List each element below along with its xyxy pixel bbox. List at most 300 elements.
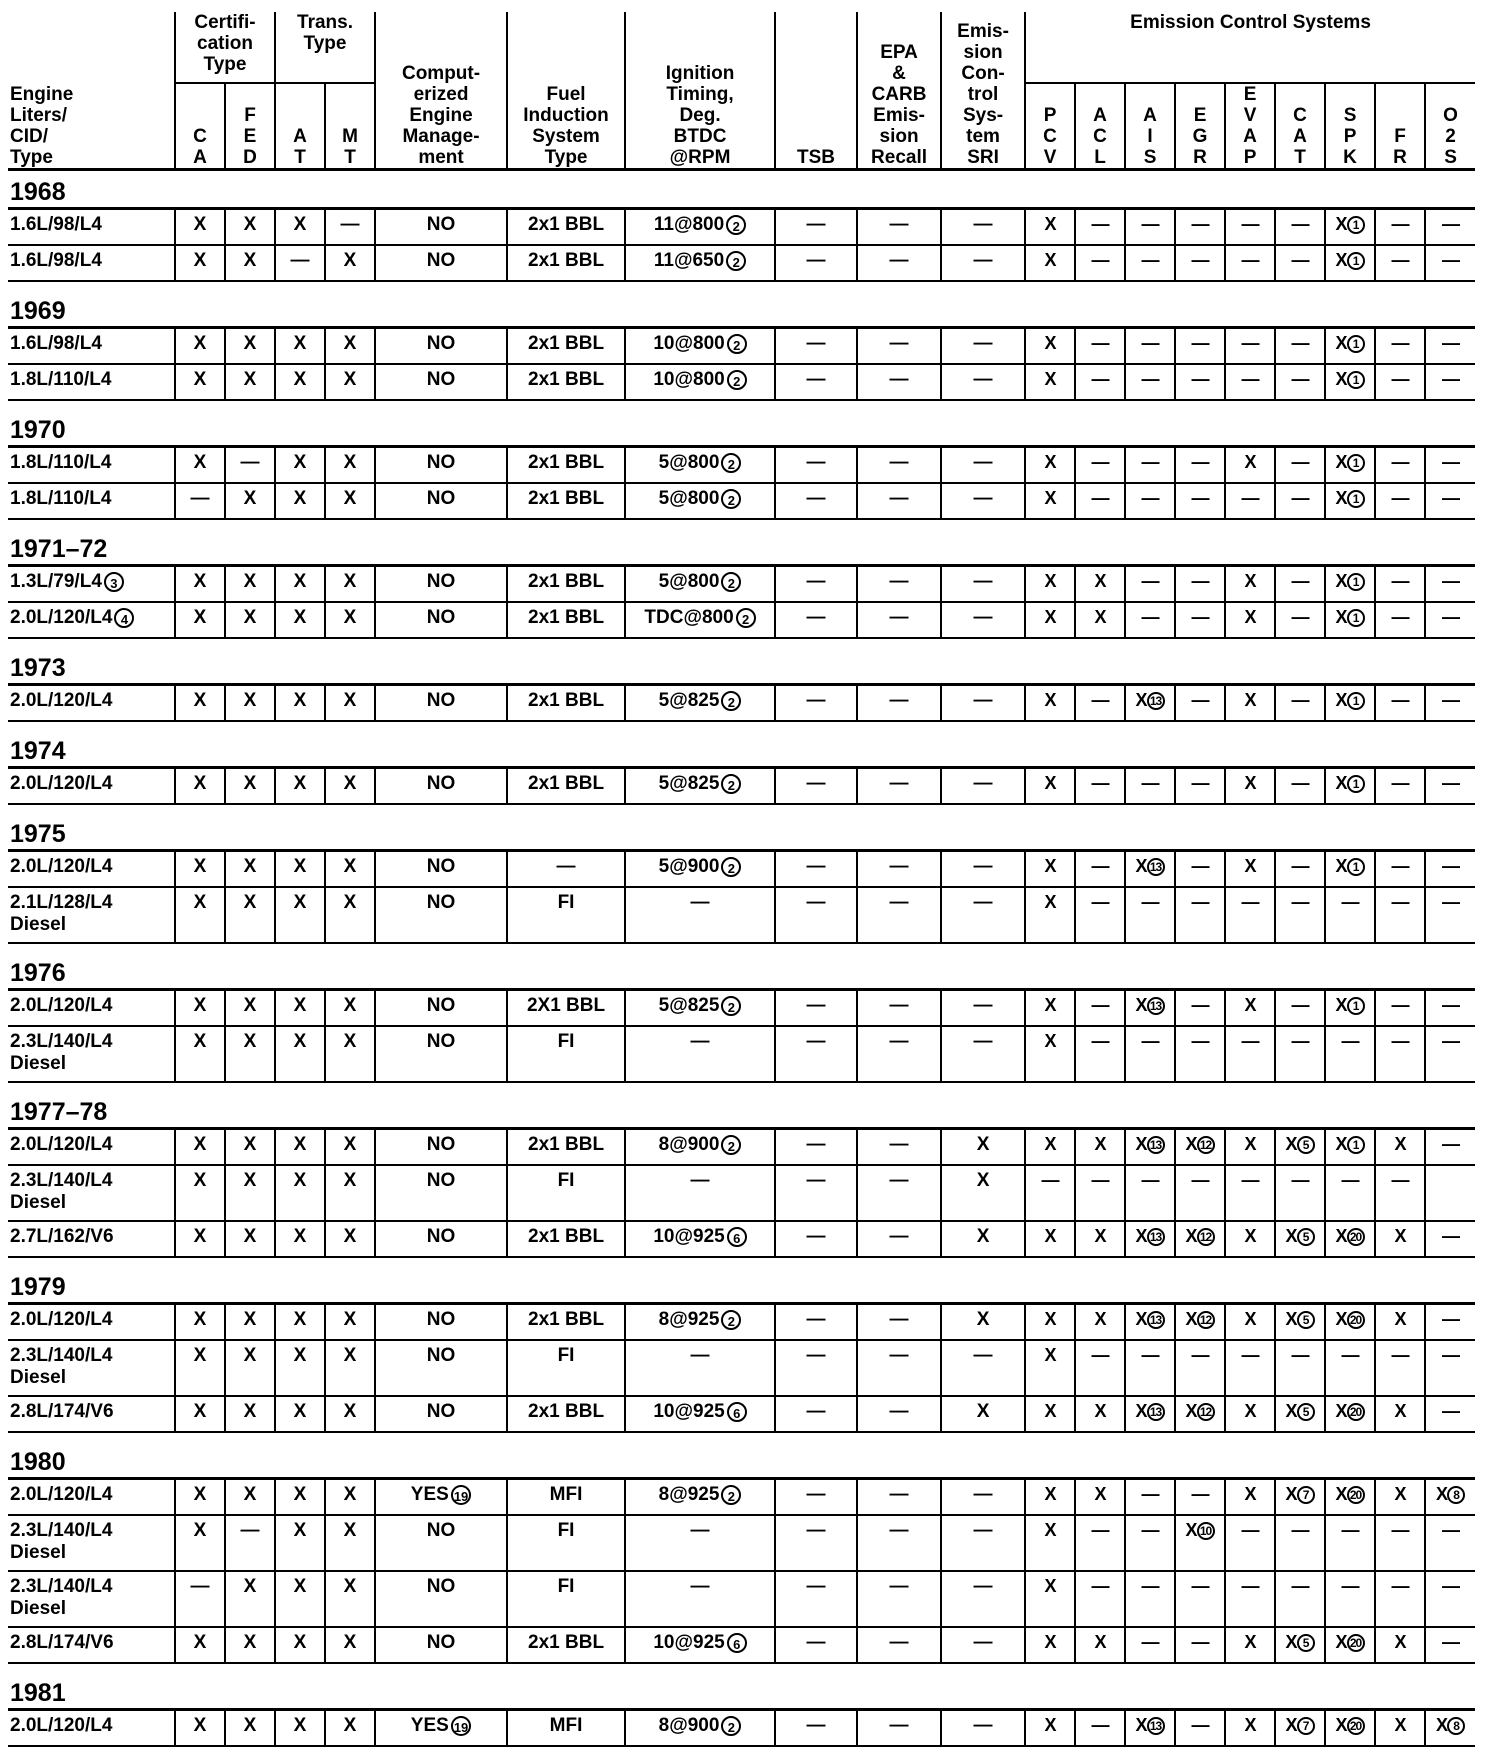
cell-value: X — [243, 1226, 257, 1247]
cell-value: — — [889, 1031, 909, 1052]
cell-value: X — [193, 1226, 207, 1247]
o2s-cell — [1425, 685, 1475, 722]
cell-value: — — [806, 856, 826, 877]
year-header-row — [8, 730, 1475, 768]
header-pcv: P C V — [1025, 83, 1075, 170]
computerized-cell — [375, 685, 507, 722]
evap-cell — [1225, 1479, 1275, 1516]
cell-value: — — [1391, 1520, 1409, 1540]
fr-cell — [1375, 1571, 1425, 1627]
epa-recall-cell — [857, 1129, 941, 1166]
cell-value: — — [1341, 1345, 1359, 1365]
table-body — [8, 170, 1475, 1747]
cell-value: — — [1391, 571, 1409, 591]
pcv-cell — [1025, 887, 1075, 943]
cert-fed-cell — [225, 245, 275, 281]
cell-value: — — [1241, 1520, 1259, 1540]
egr-cell — [1175, 1221, 1225, 1257]
cell-value: NO — [426, 488, 456, 509]
acl-cell — [1075, 1627, 1125, 1663]
cell-value: — — [240, 452, 260, 473]
ignition-timing-cell — [625, 1129, 775, 1166]
cell-value: — — [1391, 892, 1409, 912]
cert-fed-cell — [225, 990, 275, 1027]
cat-cell — [1275, 1221, 1325, 1257]
cell-value: X — [1044, 607, 1056, 627]
cert-fed-cell — [225, 328, 275, 365]
cert-ca-cell — [175, 328, 225, 365]
cell-value: X — [1335, 1226, 1347, 1246]
cell-value: X — [1335, 452, 1347, 472]
cell-value: X — [293, 892, 307, 913]
ais-cell — [1125, 1627, 1175, 1663]
engine-spec-line: 2.3L/140/L4 — [10, 1170, 113, 1191]
pcv-cell — [1025, 328, 1075, 365]
trans-at-cell — [275, 1165, 325, 1221]
cell-value: — — [1291, 1170, 1309, 1190]
fuel-induction-cell — [507, 483, 625, 519]
cell-value: 8@900 — [658, 1134, 720, 1155]
spk-cell — [1325, 1479, 1375, 1516]
cert-fed-cell — [225, 1710, 275, 1747]
tsb-cell — [775, 245, 857, 281]
cell-value: X — [1185, 1226, 1197, 1246]
footnote-marker: 13 — [1147, 858, 1165, 876]
cell-value: — — [1091, 690, 1109, 710]
cell-value: — — [1191, 1170, 1209, 1190]
cell-value: — — [1291, 452, 1309, 472]
footnote-marker: 2 — [721, 691, 741, 711]
trans-at-cell — [275, 1340, 325, 1396]
o2s-cell — [1425, 1479, 1475, 1516]
cell-value: X — [293, 571, 307, 592]
ais-cell — [1125, 483, 1175, 519]
cell-value: 10@800 — [653, 369, 725, 390]
spk-cell — [1325, 1571, 1375, 1627]
engine-cell — [8, 851, 175, 888]
fr-cell — [1375, 566, 1425, 603]
cat-cell — [1275, 602, 1325, 638]
cell-value: X — [293, 1226, 307, 1247]
cell-value: — — [1191, 369, 1209, 389]
cert-ca-cell — [175, 1710, 225, 1747]
engine-spec-line: 2.0L/120/L4 — [10, 995, 113, 1016]
tsb-cell — [775, 1026, 857, 1082]
cell-value: — — [1141, 1520, 1159, 1540]
cell-value: — — [806, 250, 826, 271]
ecs-sri-cell — [941, 1396, 1025, 1432]
cell-value: X — [193, 856, 207, 877]
cell-value: X — [1094, 1134, 1106, 1154]
spacer-cell — [8, 1257, 1475, 1266]
computerized-cell — [375, 483, 507, 519]
engine-spec-line: 2.8L/174/V6 — [10, 1401, 114, 1422]
cat-cell — [1275, 566, 1325, 603]
cell-value: FI — [557, 1520, 575, 1541]
cell-value: NO — [426, 1134, 456, 1155]
cell-value: X — [1285, 1401, 1297, 1421]
table-row — [8, 990, 1475, 1027]
cert-fed-cell — [225, 1026, 275, 1082]
ecs-sri-cell — [941, 602, 1025, 638]
epa-recall-cell — [857, 851, 941, 888]
o2s-cell — [1425, 1340, 1475, 1396]
cell-value: — — [1442, 1576, 1460, 1596]
cell-value: — — [1041, 1170, 1059, 1190]
cat-cell — [1275, 1710, 1325, 1747]
evap-cell — [1225, 685, 1275, 722]
cell-value: — — [889, 856, 909, 877]
ecs-sri-cell — [941, 328, 1025, 365]
cell-value: — — [1442, 488, 1460, 508]
cell-value: X — [1394, 1632, 1406, 1652]
engine-spec-line: 2.0L/120/L4 — [10, 1484, 113, 1505]
cell-value: X — [1044, 856, 1056, 876]
cell-value: FI — [557, 1345, 575, 1366]
cell-value: — — [806, 333, 826, 354]
cell-value: X — [193, 250, 207, 271]
cell-value: — — [806, 488, 826, 509]
cell-value: X — [243, 333, 257, 354]
cell-value: NO — [426, 1401, 456, 1422]
fuel-induction-cell — [507, 328, 625, 365]
engine-spec-line: 2.0L/120/L4 — [10, 1134, 113, 1155]
ecs-sri-cell — [941, 1304, 1025, 1341]
cell-value: — — [889, 773, 909, 794]
cell-value: X — [1094, 1309, 1106, 1329]
tsb-cell — [775, 1221, 857, 1257]
cell-value: X — [243, 1484, 257, 1505]
cell-value: — — [1291, 250, 1309, 270]
engine-cell — [8, 364, 175, 400]
engine-cell — [8, 1479, 175, 1516]
cell-value: NO — [426, 1226, 456, 1247]
cell-value: X — [1335, 1134, 1347, 1154]
spacer-cell — [8, 943, 1475, 952]
computerized-cell — [375, 1221, 507, 1257]
ais-cell — [1125, 1479, 1175, 1516]
footnote-marker: 1 — [1347, 371, 1365, 389]
header-ecs-sri: Emis- sion Con- trol Sys- tem SRI — [941, 12, 1025, 170]
table-row — [8, 1627, 1475, 1663]
computerized-cell — [375, 209, 507, 246]
cell-value: NO — [426, 369, 456, 390]
footnote-marker: 13 — [1147, 1311, 1165, 1329]
acl-cell — [1075, 1221, 1125, 1257]
epa-recall-cell — [857, 1515, 941, 1571]
cell-value: — — [1442, 690, 1460, 710]
header-trans-mt: M T — [325, 83, 375, 170]
ignition-timing-cell — [625, 364, 775, 400]
fuel-induction-cell — [507, 990, 625, 1027]
cell-value: — — [1391, 333, 1409, 353]
ecs-sri-cell — [941, 990, 1025, 1027]
year-spacer — [8, 1432, 1475, 1441]
acl-cell — [1075, 566, 1125, 603]
o2s-cell — [1425, 1129, 1475, 1166]
cell-value: X — [976, 1134, 990, 1155]
cell-value: X — [343, 1226, 357, 1247]
cell-value: — — [1291, 333, 1309, 353]
cell-value: X — [1394, 1226, 1406, 1246]
cell-value: — — [1241, 1031, 1259, 1051]
cell-value: X — [243, 1170, 257, 1191]
cell-value: X — [243, 214, 257, 235]
cell-value: — — [1442, 856, 1460, 876]
cell-value: — — [1191, 1345, 1209, 1365]
cell-value: X — [343, 892, 357, 913]
cell-value: NO — [426, 1632, 456, 1653]
ais-cell — [1125, 1165, 1175, 1221]
cell-value: X — [1244, 995, 1256, 1015]
footnote-marker: 2 — [736, 608, 756, 628]
cat-cell — [1275, 768, 1325, 805]
emission-spec-table — [8, 12, 1475, 1747]
o2s-cell — [1425, 364, 1475, 400]
ais-cell — [1125, 1304, 1175, 1341]
cell-value: — — [889, 1715, 909, 1736]
cert-fed-cell — [225, 1129, 275, 1166]
cell-value: — — [1091, 369, 1109, 389]
footnote-marker: 5 — [1297, 1311, 1315, 1329]
cert-ca-cell — [175, 1396, 225, 1432]
tsb-cell — [775, 1710, 857, 1747]
footnote-marker: 12 — [1197, 1136, 1215, 1154]
ignition-timing-cell — [625, 328, 775, 365]
cell-value: — — [1141, 773, 1159, 793]
cell-value: X — [343, 1520, 357, 1541]
cert-fed-cell — [225, 1221, 275, 1257]
cell-value: X — [343, 1576, 357, 1597]
cell-value: X — [1335, 1715, 1347, 1735]
computerized-cell — [375, 364, 507, 400]
epa-recall-cell — [857, 1304, 941, 1341]
cert-ca-cell — [175, 447, 225, 484]
cell-value: X — [343, 607, 357, 628]
cell-value: X — [293, 1401, 307, 1422]
cert-ca-cell — [175, 887, 225, 943]
ignition-timing-cell — [625, 1165, 775, 1221]
model-year-label: 1981 — [8, 1672, 1475, 1710]
tsb-cell — [775, 364, 857, 400]
trans-mt-cell — [325, 1129, 375, 1166]
tsb-cell — [775, 1515, 857, 1571]
cell-value: — — [973, 690, 993, 711]
cell-value: X — [1135, 1226, 1147, 1246]
footnote-marker: 13 — [1147, 1717, 1165, 1735]
ais-cell — [1125, 887, 1175, 943]
cell-value: — — [973, 773, 993, 794]
footnote-marker: 12 — [1197, 1403, 1215, 1421]
cert-fed-cell — [225, 1304, 275, 1341]
cell-value: X — [1185, 1520, 1197, 1540]
engine-spec-line: 2.3L/140/L4 — [10, 1520, 113, 1541]
pcv-cell — [1025, 851, 1075, 888]
cell-value: X — [1135, 690, 1147, 710]
cert-fed-cell — [225, 1515, 275, 1571]
o2s-cell — [1425, 1515, 1475, 1571]
pcv-cell — [1025, 1479, 1075, 1516]
cell-value: X — [1335, 690, 1347, 710]
cell-value: NO — [426, 1576, 456, 1597]
table-row — [8, 1396, 1475, 1432]
epa-recall-cell — [857, 1479, 941, 1516]
cell-value: FI — [557, 1031, 575, 1052]
year-header-row — [8, 290, 1475, 328]
year-spacer — [8, 1082, 1475, 1091]
footnote-marker: 2 — [726, 251, 746, 271]
cell-value: — — [1241, 892, 1259, 912]
tsb-cell — [775, 447, 857, 484]
cell-value: X — [1094, 607, 1106, 627]
cell-value: X — [193, 892, 207, 913]
cell-value: — — [1291, 369, 1309, 389]
epa-recall-cell — [857, 685, 941, 722]
egr-cell — [1175, 328, 1225, 365]
tsb-cell — [775, 483, 857, 519]
cell-value: — — [240, 1520, 260, 1541]
trans-at-cell — [275, 1710, 325, 1747]
engine-spec-line: 2.0L/120/L4 — [10, 1309, 113, 1330]
cell-value: — — [1341, 1520, 1359, 1540]
cert-fed-cell — [225, 851, 275, 888]
o2s-cell — [1425, 1396, 1475, 1432]
tsb-cell — [775, 1479, 857, 1516]
year-spacer — [8, 400, 1475, 409]
trans-at-cell — [275, 1515, 325, 1571]
trans-mt-cell — [325, 1479, 375, 1516]
cell-value: X — [343, 1031, 357, 1052]
cell-value: 2x1 BBL — [528, 488, 605, 509]
trans-mt-cell — [325, 990, 375, 1027]
spk-cell — [1325, 602, 1375, 638]
trans-at-cell — [275, 447, 325, 484]
fr-cell — [1375, 245, 1425, 281]
cell-value: X — [1044, 1134, 1056, 1154]
o2s-cell — [1425, 990, 1475, 1027]
header-engine: Engine Liters/ CID/ Type — [8, 12, 175, 170]
cert-ca-cell — [175, 1515, 225, 1571]
cell-value: X — [1044, 1309, 1056, 1329]
epa-recall-cell — [857, 1710, 941, 1747]
trans-at-cell — [275, 483, 325, 519]
pcv-cell — [1025, 483, 1075, 519]
year-header-row — [8, 647, 1475, 685]
spk-cell — [1325, 447, 1375, 484]
cell-value: — — [1341, 1031, 1359, 1051]
fr-cell — [1375, 768, 1425, 805]
cell-value: MFI — [549, 1484, 583, 1505]
cell-value: — — [1291, 995, 1309, 1015]
cell-value: — — [1191, 452, 1209, 472]
cell-value: — — [1391, 214, 1409, 234]
cat-cell — [1275, 1165, 1325, 1221]
engine-cell — [8, 566, 175, 603]
cell-value: — — [889, 571, 909, 592]
egr-cell — [1175, 1026, 1225, 1082]
ignition-timing-cell — [625, 245, 775, 281]
footnote-marker: 2 — [721, 774, 741, 794]
footnote-marker: 1 — [1347, 775, 1365, 793]
cell-value: — — [1141, 214, 1159, 234]
acl-cell — [1075, 1515, 1125, 1571]
cell-value: X — [193, 607, 207, 628]
cell-value: — — [889, 369, 909, 390]
ecs-sri-cell — [941, 447, 1025, 484]
cell-value: X — [293, 214, 307, 235]
engine-cell — [8, 1304, 175, 1341]
cell-value: X — [293, 1484, 307, 1505]
table-row — [8, 1710, 1475, 1747]
computerized-cell — [375, 1515, 507, 1571]
ais-cell — [1125, 768, 1175, 805]
cell-value: X — [1335, 488, 1347, 508]
cell-value: — — [1141, 1484, 1159, 1504]
header-ais: A I S — [1125, 83, 1175, 170]
cell-value: — — [1391, 1345, 1409, 1365]
cell-value: X — [293, 1715, 307, 1736]
cell-value: — — [690, 1576, 710, 1597]
ecs-sri-cell — [941, 1165, 1025, 1221]
computerized-cell — [375, 447, 507, 484]
cell-value: 2x1 BBL — [528, 1226, 605, 1247]
fuel-induction-cell — [507, 1571, 625, 1627]
cell-value: X — [1044, 571, 1056, 591]
cell-value: NO — [426, 856, 456, 877]
model-year-label: 1973 — [8, 647, 1475, 685]
cell-value: X — [1044, 892, 1056, 912]
header-fuel-induction: Fuel Induction System Type — [507, 12, 625, 170]
tsb-cell — [775, 990, 857, 1027]
cert-fed-cell — [225, 768, 275, 805]
acl-cell — [1075, 602, 1125, 638]
cell-value: 5@825 — [658, 690, 720, 711]
cell-value: X — [1044, 214, 1056, 234]
fuel-induction-cell — [507, 851, 625, 888]
trans-at-cell — [275, 1304, 325, 1341]
cell-value: X — [1285, 1309, 1297, 1329]
ignition-timing-cell — [625, 1515, 775, 1571]
fr-cell — [1375, 1515, 1425, 1571]
ecs-sri-cell — [941, 768, 1025, 805]
header-cat: C A T — [1275, 83, 1325, 170]
spk-cell — [1325, 851, 1375, 888]
cat-cell — [1275, 483, 1325, 519]
trans-mt-cell — [325, 1627, 375, 1663]
model-year-label: 1974 — [8, 730, 1475, 768]
cell-value: 10@925 — [653, 1226, 725, 1247]
cell-value: — — [1341, 892, 1359, 912]
o2s-cell — [1425, 566, 1475, 603]
cell-value: — — [1091, 1345, 1109, 1365]
cell-value: — — [973, 1345, 993, 1366]
header-cert-fed: F E D — [225, 83, 275, 170]
cell-value: X — [193, 690, 207, 711]
cell-value: — — [1191, 892, 1209, 912]
cell-value: — — [1442, 1134, 1460, 1154]
acl-cell — [1075, 990, 1125, 1027]
cat-cell — [1275, 685, 1325, 722]
cert-fed-cell — [225, 1165, 275, 1221]
model-year-label: 1980 — [8, 1441, 1475, 1479]
cell-value: X — [1394, 1715, 1406, 1735]
header-o2s: O 2 S — [1425, 83, 1475, 170]
ais-cell — [1125, 851, 1175, 888]
cell-value: X — [343, 1309, 357, 1330]
cell-value: 2x1 BBL — [528, 250, 605, 271]
engine-cell — [8, 1710, 175, 1747]
cat-cell — [1275, 990, 1325, 1027]
